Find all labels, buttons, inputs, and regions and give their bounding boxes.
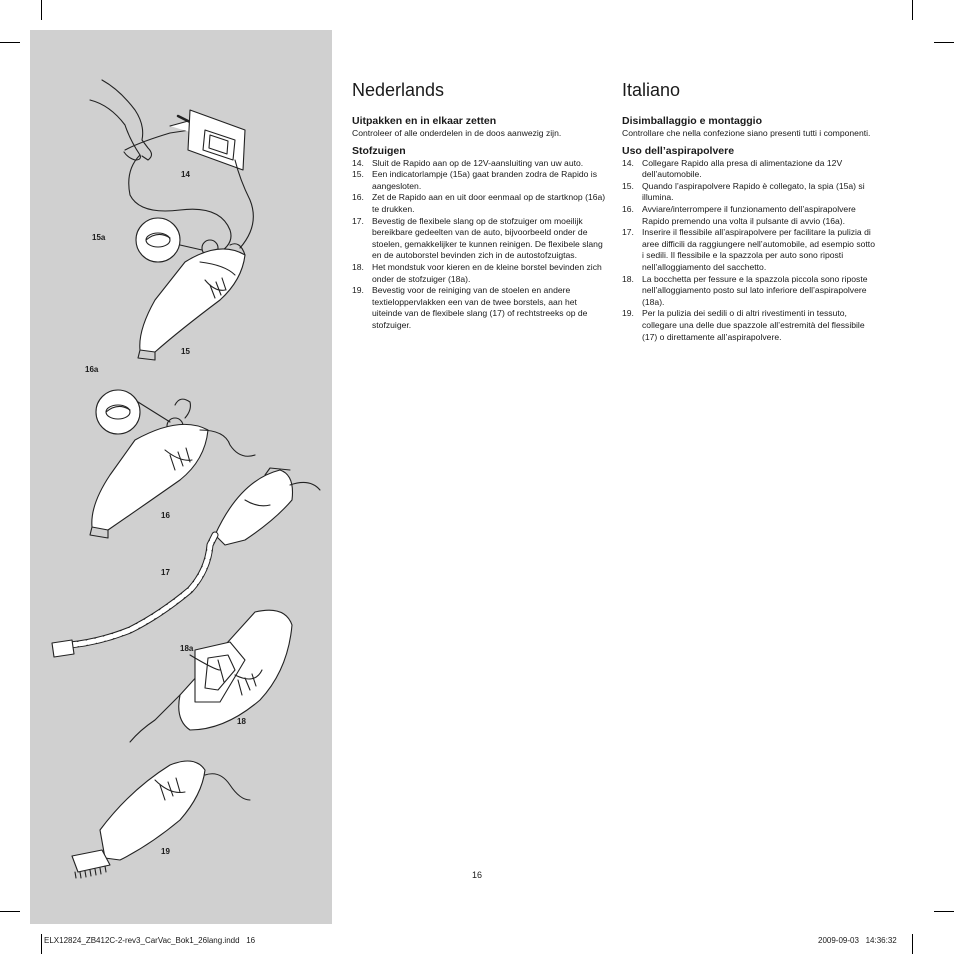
figure-label-16: 16	[161, 511, 170, 520]
step-number: 14.	[352, 157, 364, 168]
step-number: 17.	[352, 215, 364, 226]
footer-file-info: ELX12824_ZB412C-2-rev3_CarVac_Bok1_26lang.indd 16	[44, 936, 256, 945]
vacuum-illustrations	[30, 30, 332, 924]
crop-mark	[934, 911, 954, 912]
figure-label-17: 17	[161, 568, 170, 577]
step-number: 15.	[622, 180, 634, 191]
list-item	[352, 285, 607, 331]
column-italiano	[622, 78, 877, 343]
step-number: 18.	[622, 273, 634, 284]
footer-timestamp: 2009-09-03 14:36:32	[818, 936, 897, 945]
step-text: Bevestig de flexibele slang op de stofzuiger om moeilijk bereikbare gedeelten van de auto, bijvoorbeeld onder de stoelen, gemakkelijker te kunnen reinigen. De flexibele slang en de autoborstel bevinden zich in de autostofzuigtas.	[372, 215, 603, 261]
list-item	[352, 158, 607, 170]
list-item	[622, 204, 877, 227]
crop-mark	[912, 0, 913, 20]
section-heading: Uitpakken en in elkaar zetten	[352, 115, 497, 127]
figure-label-19: 19	[161, 847, 170, 856]
step-number: 16.	[622, 203, 634, 214]
step-number: 14.	[622, 157, 634, 168]
step-text: Zet de Rapido aan en uit door eenmaal op de startknop (16a) te drukken.	[372, 192, 606, 214]
step-number: 18.	[352, 261, 364, 272]
section-heading: Disimballaggio e montaggio	[622, 115, 763, 127]
list-item	[352, 192, 607, 215]
step-text: Collegare Rapido alla presa di alimentazione da 12V dell’automobile.	[642, 157, 843, 180]
figure-label-15a: 15a	[92, 233, 106, 242]
list-item	[622, 274, 877, 309]
list-item	[352, 262, 607, 285]
crop-mark	[912, 934, 913, 954]
step-text: Quando l’aspirapolvere Rapido è collegato, la spia (15a) si illumina.	[642, 180, 865, 203]
step-text: Inserire il flessibile all’aspirapolvere per facilitare la pulizia di aree difficili da raggiungere nell’automobile, ad esempio sotto i sedili. Il flessibile e la spazzola per auto sono riposti nell’alloggiamento del sacchetto.	[642, 227, 875, 272]
section-text: Controleer of alle onderdelen in de doos aanwezig zijn.	[352, 128, 562, 138]
crop-mark	[934, 42, 954, 43]
step-text: Het mondstuk voor kieren en de kleine borstel bevinden zich onder de stofzuiger (18a).	[372, 261, 602, 284]
language-title: Nederlands	[352, 80, 445, 100]
step-text: La bocchetta per fessure e la spazzola piccola sono riposte nell’alloggiamento posto sul lato inferiore dell’aspirapolvere (18a).	[642, 273, 868, 307]
figure-label-18a: 18a	[180, 644, 194, 653]
figure-label-15: 15	[181, 347, 190, 356]
list-item	[352, 169, 607, 192]
figure-label-16a: 16a	[85, 365, 99, 374]
step-text: Bevestig voor de reiniging van de stoelen en andere textieloppervlakken een van de twee borstels, aan het uiteinde van de flexibele slang (17) of rechtstreeks op de stofzuiger.	[372, 285, 588, 330]
figure-18-vacuum-icon	[130, 610, 292, 742]
section-heading: Uso dell’aspirapolvere	[622, 144, 735, 157]
step-number: 19.	[622, 308, 634, 319]
figure-label-14: 14	[181, 170, 190, 179]
step-text: Avviare/interrompere il funzionamento dell’aspirapolvere Rapido premendo una volta il pulsante di avvio (16a).	[642, 203, 856, 226]
list-item	[622, 181, 877, 204]
step-list	[352, 158, 607, 332]
step-number: 17.	[622, 227, 634, 238]
step-number: 15.	[352, 169, 364, 180]
list-item	[622, 227, 877, 273]
step-number: 16.	[352, 192, 364, 203]
figure-label-18: 18	[237, 717, 246, 726]
section-heading: Stofzuigen	[352, 144, 406, 157]
step-text: Sluit de Rapido aan op de 12V-aansluiting van uw auto.	[372, 157, 584, 168]
step-text: Per la pulizia dei sedili o di altri rivestimenti in tessuto, collegare una delle due spazzole all’estremità del flessibile (17) o direttamente all’aspirapolvere.	[642, 308, 865, 342]
figure-19-vacuum-icon	[72, 761, 250, 878]
step-text: Een indicatorlampje (15a) gaat branden zodra de Rapido is aangesloten.	[372, 169, 598, 191]
crop-mark	[41, 0, 42, 20]
crop-mark	[41, 934, 42, 954]
language-title: Italiano	[622, 80, 681, 100]
crop-mark	[0, 42, 20, 43]
list-item	[622, 158, 877, 181]
step-list	[622, 158, 877, 344]
step-number: 19.	[352, 285, 364, 296]
column-nederlands	[352, 78, 607, 332]
figure-15-vacuum-icon	[136, 160, 253, 360]
crop-mark	[0, 911, 20, 912]
section-text: Controllare che nella confezione siano presenti tutti i componenti.	[622, 128, 871, 138]
list-item	[622, 308, 877, 343]
page-number: 16	[472, 870, 483, 880]
list-item	[352, 216, 607, 262]
